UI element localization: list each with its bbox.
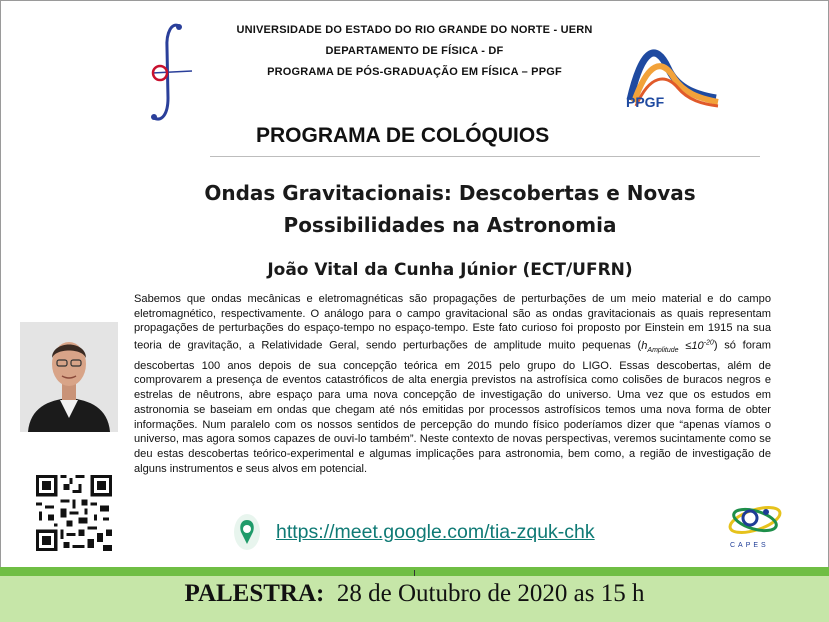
- footer-label: PALESTRA:: [184, 580, 325, 607]
- speaker-photo: [20, 322, 118, 432]
- google-meet-icon: [232, 512, 262, 552]
- footer-date: 28 de Outubro de 2020 as 15 h: [336, 580, 645, 607]
- header-program: PROGRAMA DE PÓS-GRADUAÇÃO EM FÍSICA – PPGF: [267, 66, 562, 78]
- talk-title: [150, 177, 750, 241]
- header-department: DEPARTAMENTO DE FÍSICA - DF: [325, 45, 504, 57]
- ppgf-logo-text: PPGF: [626, 94, 665, 110]
- meeting-link[interactable]: https://meet.google.com/tia-zquk-chk: [276, 521, 595, 543]
- abstract-exp: -20: [703, 339, 714, 347]
- physics-department-logo: [146, 18, 196, 126]
- ppgf-logo: [622, 38, 720, 118]
- program-title: PROGRAMA DE COLÓQUIOS: [256, 124, 550, 147]
- abstract-part2: ) só foram descobertas 100 anos depois de sua concepção teórica em 2015 pelo grupo do LIGO. Essas descobertas, além de comprovarem a presença de eventos catastróficos de alta energia previstos na astrofísica como colisões de buracos negros e estrelas de nêutrons, abre espaço para uma nova concepção de investigação do universo. Uma vez que os estudos em astronomia se baseiam em ondas que chegam até nós emitidas por processos astrofísicos temos uma nova forma de obter informações. Num paralelo com os nossos sentidos de percepção do mundo físico poderíamos dizer que “apenas víamos o universo, mas agora somos capazes de ouvi-lo também”. Neste contexto de novas perspectivas, veremos sucintamente como se deu estas descobertas teórico-experimental e algumas implicações para astronomia, bem como, a região de investigação de alguns instrumentos e seus alvos em potencial.: [134, 339, 771, 475]
- footer-text: [0, 580, 829, 608]
- title-divider: [210, 156, 760, 157]
- qr-code: [36, 475, 112, 551]
- abstract-ineq: ≤10: [678, 339, 704, 352]
- abstract: [134, 292, 771, 476]
- talk-title-line2: Possibilidades na Astronomia: [283, 213, 617, 237]
- capes-logo-text: CAPES: [730, 542, 769, 549]
- abstract-h-sub: Amplitude: [647, 347, 679, 355]
- abstract-h: h: [641, 339, 648, 352]
- header-university: UNIVERSIDADE DO ESTADO DO RIO GRANDE DO NORTE - UERN: [236, 24, 593, 36]
- capes-logo: [722, 498, 788, 552]
- speaker-name: João Vital da Cunha Júnior (ECT/UFRN): [267, 260, 633, 280]
- talk-title-line1: Ondas Gravitacionais: Descobertas e Novas: [204, 181, 696, 205]
- abstract-part1: Sabemos que ondas mecânicas e eletromagnéticas são propagações de perturbações de um meio material e do campo eletromagnético, respectivamente. O análogo para o campo gravitacional são as ondas gravitacionais as quais representam propagações de perturbações do espaço-tempo no espaço-tempo. Este fato curioso foi proposto por Einstein em 1915 na sua teoria de gravitação, a Relatividade Geral, sendo perturbações de amplitude muito pequenas (: [134, 293, 771, 352]
